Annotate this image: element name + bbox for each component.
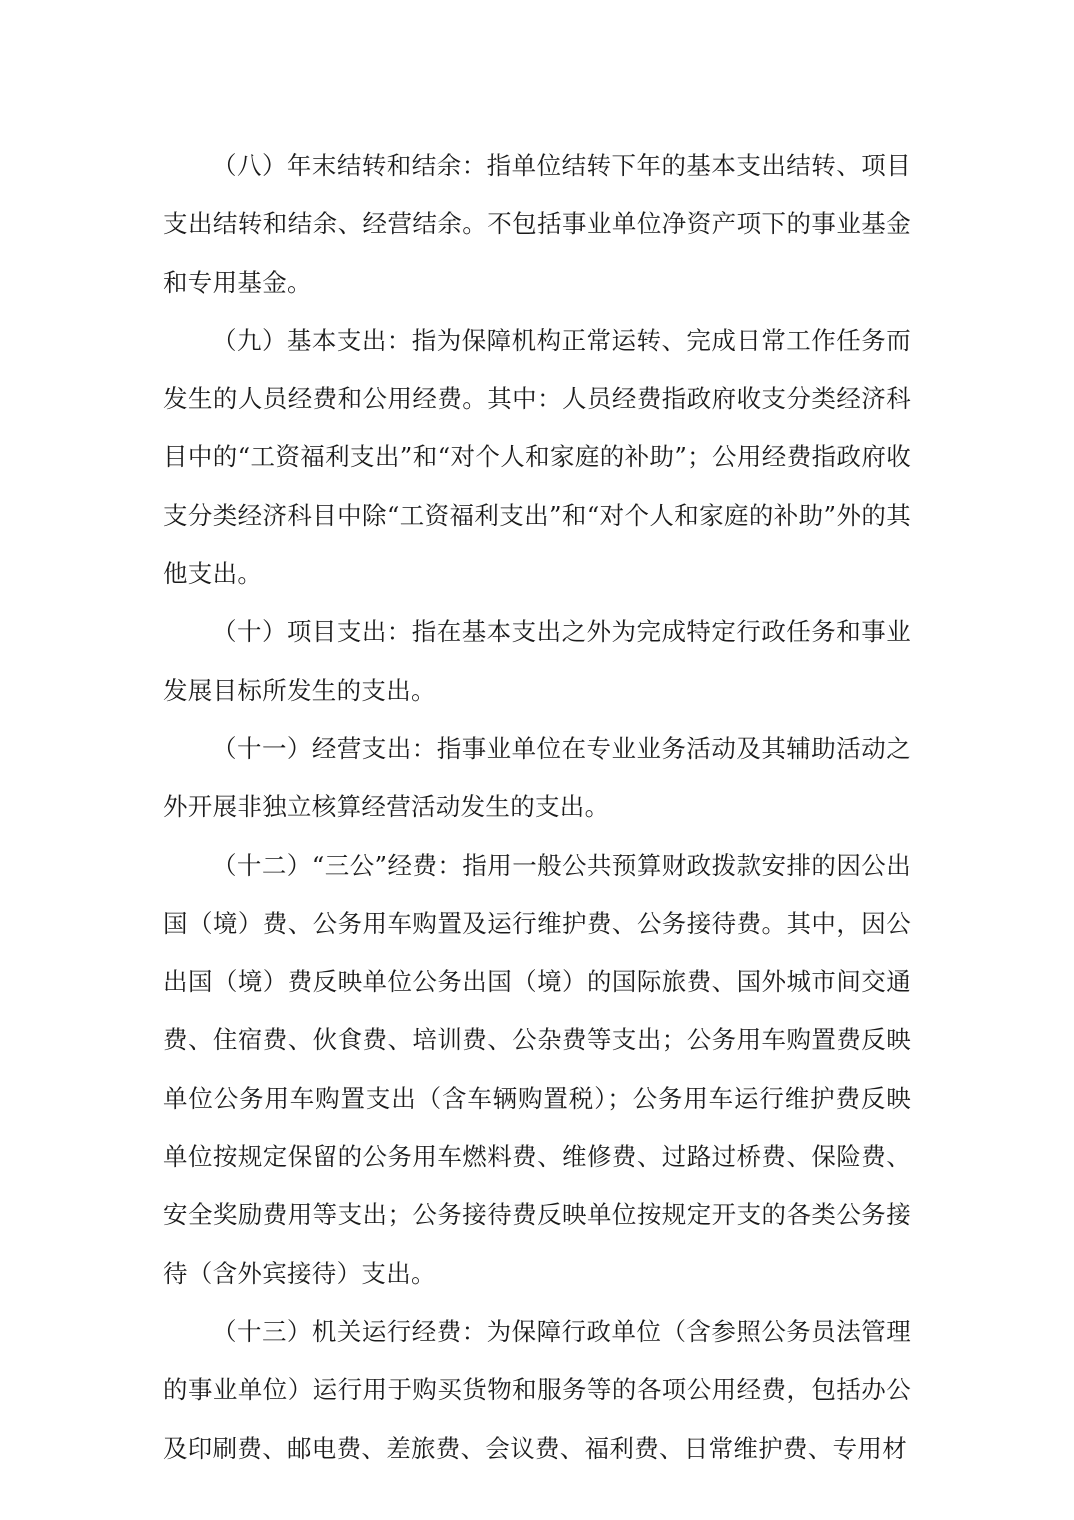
paragraph-operating-expenditure: （十一）经营支出：指事业单位在专业业务活动及其辅助活动之外开展非独立核算经营活动发生的支出。 xyxy=(163,733,911,822)
paragraph-agency-operating-expenses: （十三）机关运行经费：为保障行政单位（含参照公务员法管理的事业单位）运行用于购买货物和服务等的各项公用经费，包括办公及印刷费、邮电费、差旅费、会议费、福利费、日常维护费、专用材 xyxy=(163,1316,911,1463)
paragraph-project-expenditure: （十）项目支出：指在基本支出之外为完成特定行政任务和事业发展目标所发生的支出。 xyxy=(163,617,911,705)
paragraph-basic-expenditure: （九）基本支出：指为保障机构正常运转、完成日常工作任务而发生的人员经费和公用经费。其中：人员经费指政府收支分类经济科目中的“工资福利支出”和“对个人和家庭的补助”；公用经费指政府收支分类经济科目中除“工资福利支出”和“对个人和家庭的补助”外的其他支出。 xyxy=(163,325,911,589)
document-body xyxy=(163,137,911,1478)
paragraph-year-end-carryover: （八）年末结转和结余：指单位结转下年的基本支出结转、项目支出结转和结余、经营结余。不包括事业单位净资产项下的事业基金和专用基金。 xyxy=(163,151,911,297)
paragraph-three-public-expenses: （十二）“三公”经费：指用一般公共预算财政拨款安排的因公出国（境）费、公务用车购置及运行维护费、公务接待费。其中，因公出国（境）费反映单位公务出国（境）的国际旅费、国外城市间交通费、住宿费、伙食费、培训费、公杂费等支出；公务用车购置费反映单位公务用车购置支出（含车辆购置税）；公务用车运行维护费反映单位按规定保留的公务用车燃料费、维修费、过路过桥费、保险费、安全奖励费用等支出；公务接待费反映单位按规定开支的各类公务接待（含外宾接待）支出。 xyxy=(163,850,911,1288)
